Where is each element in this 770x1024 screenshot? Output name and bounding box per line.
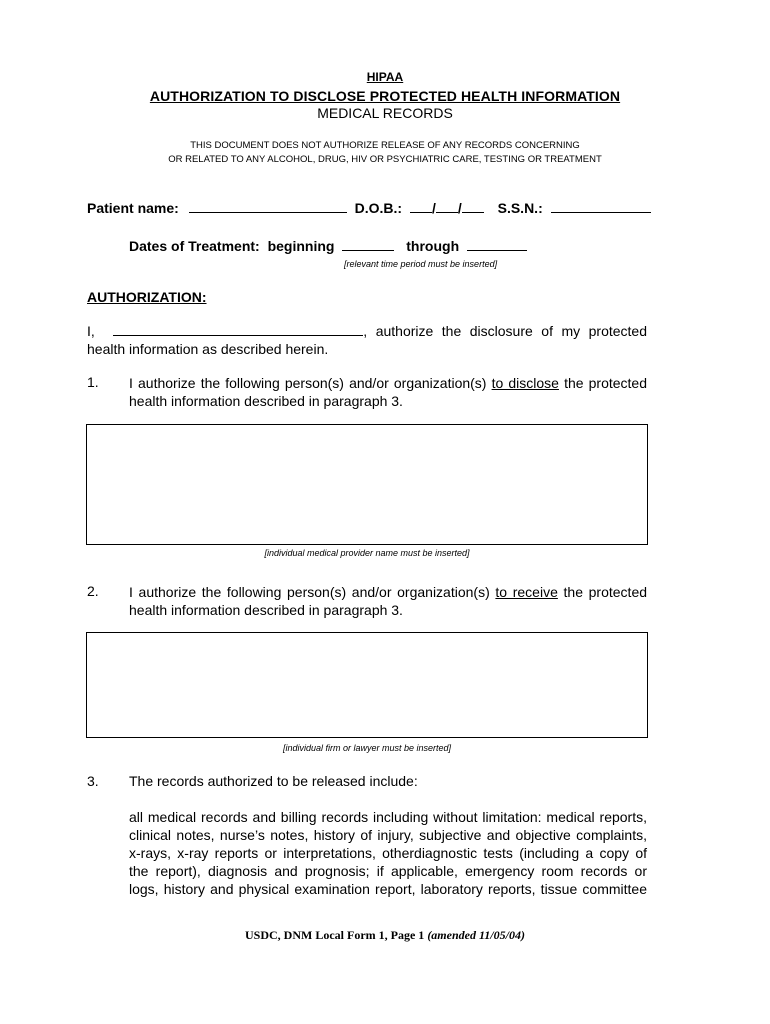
authorization-intro-line-2: health information as described herein. xyxy=(87,341,329,357)
ssn-label: S.S.N.: xyxy=(497,200,543,216)
dob-separator: / xyxy=(457,200,462,216)
through-label: through xyxy=(406,238,460,254)
section-2-line-1-b: the protected xyxy=(563,584,648,600)
section-3-records-list xyxy=(129,808,647,898)
section-2-line-1-a: I authorize the following person(s) and/or organization(s) xyxy=(129,584,490,600)
ssn-field[interactable] xyxy=(551,200,651,213)
patient-name-field[interactable] xyxy=(189,200,347,213)
disclosing-provider-box[interactable] xyxy=(86,424,648,545)
authorizer-name-field[interactable] xyxy=(113,323,363,336)
patient-name-label: Patient name: xyxy=(87,200,179,216)
footer-form-id: USDC, DNM Local Form 1, Page 1 xyxy=(245,928,425,942)
dob-label: D.O.B.: xyxy=(354,200,403,216)
patient-info-line xyxy=(87,200,651,216)
section-2-receive-term: to receive xyxy=(495,584,558,600)
section-1-text xyxy=(129,374,647,410)
hipaa-heading: HIPAA xyxy=(366,70,404,84)
section-1-disclose-term: to disclose xyxy=(491,375,559,391)
disclosing-provider-note: [individual medical provider name must be inserted] xyxy=(264,548,470,558)
dates-label: Dates of Treatment: xyxy=(129,238,260,254)
section-3-line: clinical notes, nurse’s notes, history of injury, subjective and objective complaints, xyxy=(129,827,647,843)
dob-day-field[interactable] xyxy=(436,200,458,213)
dob-separator: / xyxy=(431,200,436,216)
section-3-line: logs, history and physical examination report, laboratory reports, tissue committee xyxy=(129,881,647,897)
form-title: AUTHORIZATION TO DISCLOSE PROTECTED HEALTH INFORMATION xyxy=(149,88,621,104)
section-2-text xyxy=(129,583,647,619)
authorization-heading: AUTHORIZATION: xyxy=(87,289,207,305)
section-3-intro: The records authorized to be released include: xyxy=(129,773,418,789)
section-2-line-1 xyxy=(129,583,647,601)
beginning-date-field[interactable] xyxy=(342,238,394,251)
through-date-field[interactable] xyxy=(467,238,527,251)
notice-line-2: OR RELATED TO ANY ALCOHOL, DRUG, HIV OR PSYCHIATRIC CARE, TESTING OR TREATMENT xyxy=(168,154,602,165)
authorization-intro-line-1 xyxy=(87,322,647,340)
section-1-line-2: health information described in paragraph 3. xyxy=(129,393,403,409)
dob-month-field[interactable] xyxy=(410,200,432,213)
time-period-note: [relevant time period must be inserted] xyxy=(344,259,498,269)
receiving-party-box[interactable] xyxy=(86,632,648,738)
section-3-line: all medical records and billing records including without limitation: medical reports, xyxy=(129,809,647,825)
notice-line-1: THIS DOCUMENT DOES NOT AUTHORIZE RELEASE OF ANY RECORDS CONCERNING xyxy=(190,140,580,151)
section-1-line-1 xyxy=(129,374,647,392)
intro-suffix: , authorize the disclosure of my protected xyxy=(363,323,647,339)
receiving-party-note: [individual firm or lawyer must be inserted] xyxy=(282,743,452,753)
page-footer xyxy=(0,928,770,943)
beginning-label: beginning xyxy=(267,238,335,254)
release-notice xyxy=(0,139,770,167)
section-2-line-2: health information described in paragraph 3. xyxy=(129,602,403,618)
section-1-number: 1. xyxy=(87,374,99,390)
footer-amended: (amended 11/05/04) xyxy=(427,928,525,942)
section-3-line: the report), diagnosis and prognosis; if applicable, emergency room records or xyxy=(129,863,647,879)
section-2-number: 2. xyxy=(87,583,99,599)
form-subtitle: MEDICAL RECORDS xyxy=(317,105,453,121)
section-3-number: 3. xyxy=(87,773,99,789)
treatment-dates-line xyxy=(129,238,527,254)
intro-prefix: I, xyxy=(87,323,95,339)
section-1-line-1-a: I authorize the following person(s) and/or organization(s) xyxy=(129,375,487,391)
authorization-intro xyxy=(87,322,647,358)
section-3-line: x-rays, x-ray reports or interpretations, otherdiagnostic tests (including a copy of xyxy=(129,845,647,861)
section-1-line-1-b: the protected xyxy=(564,375,648,391)
dob-year-field[interactable] xyxy=(462,200,484,213)
